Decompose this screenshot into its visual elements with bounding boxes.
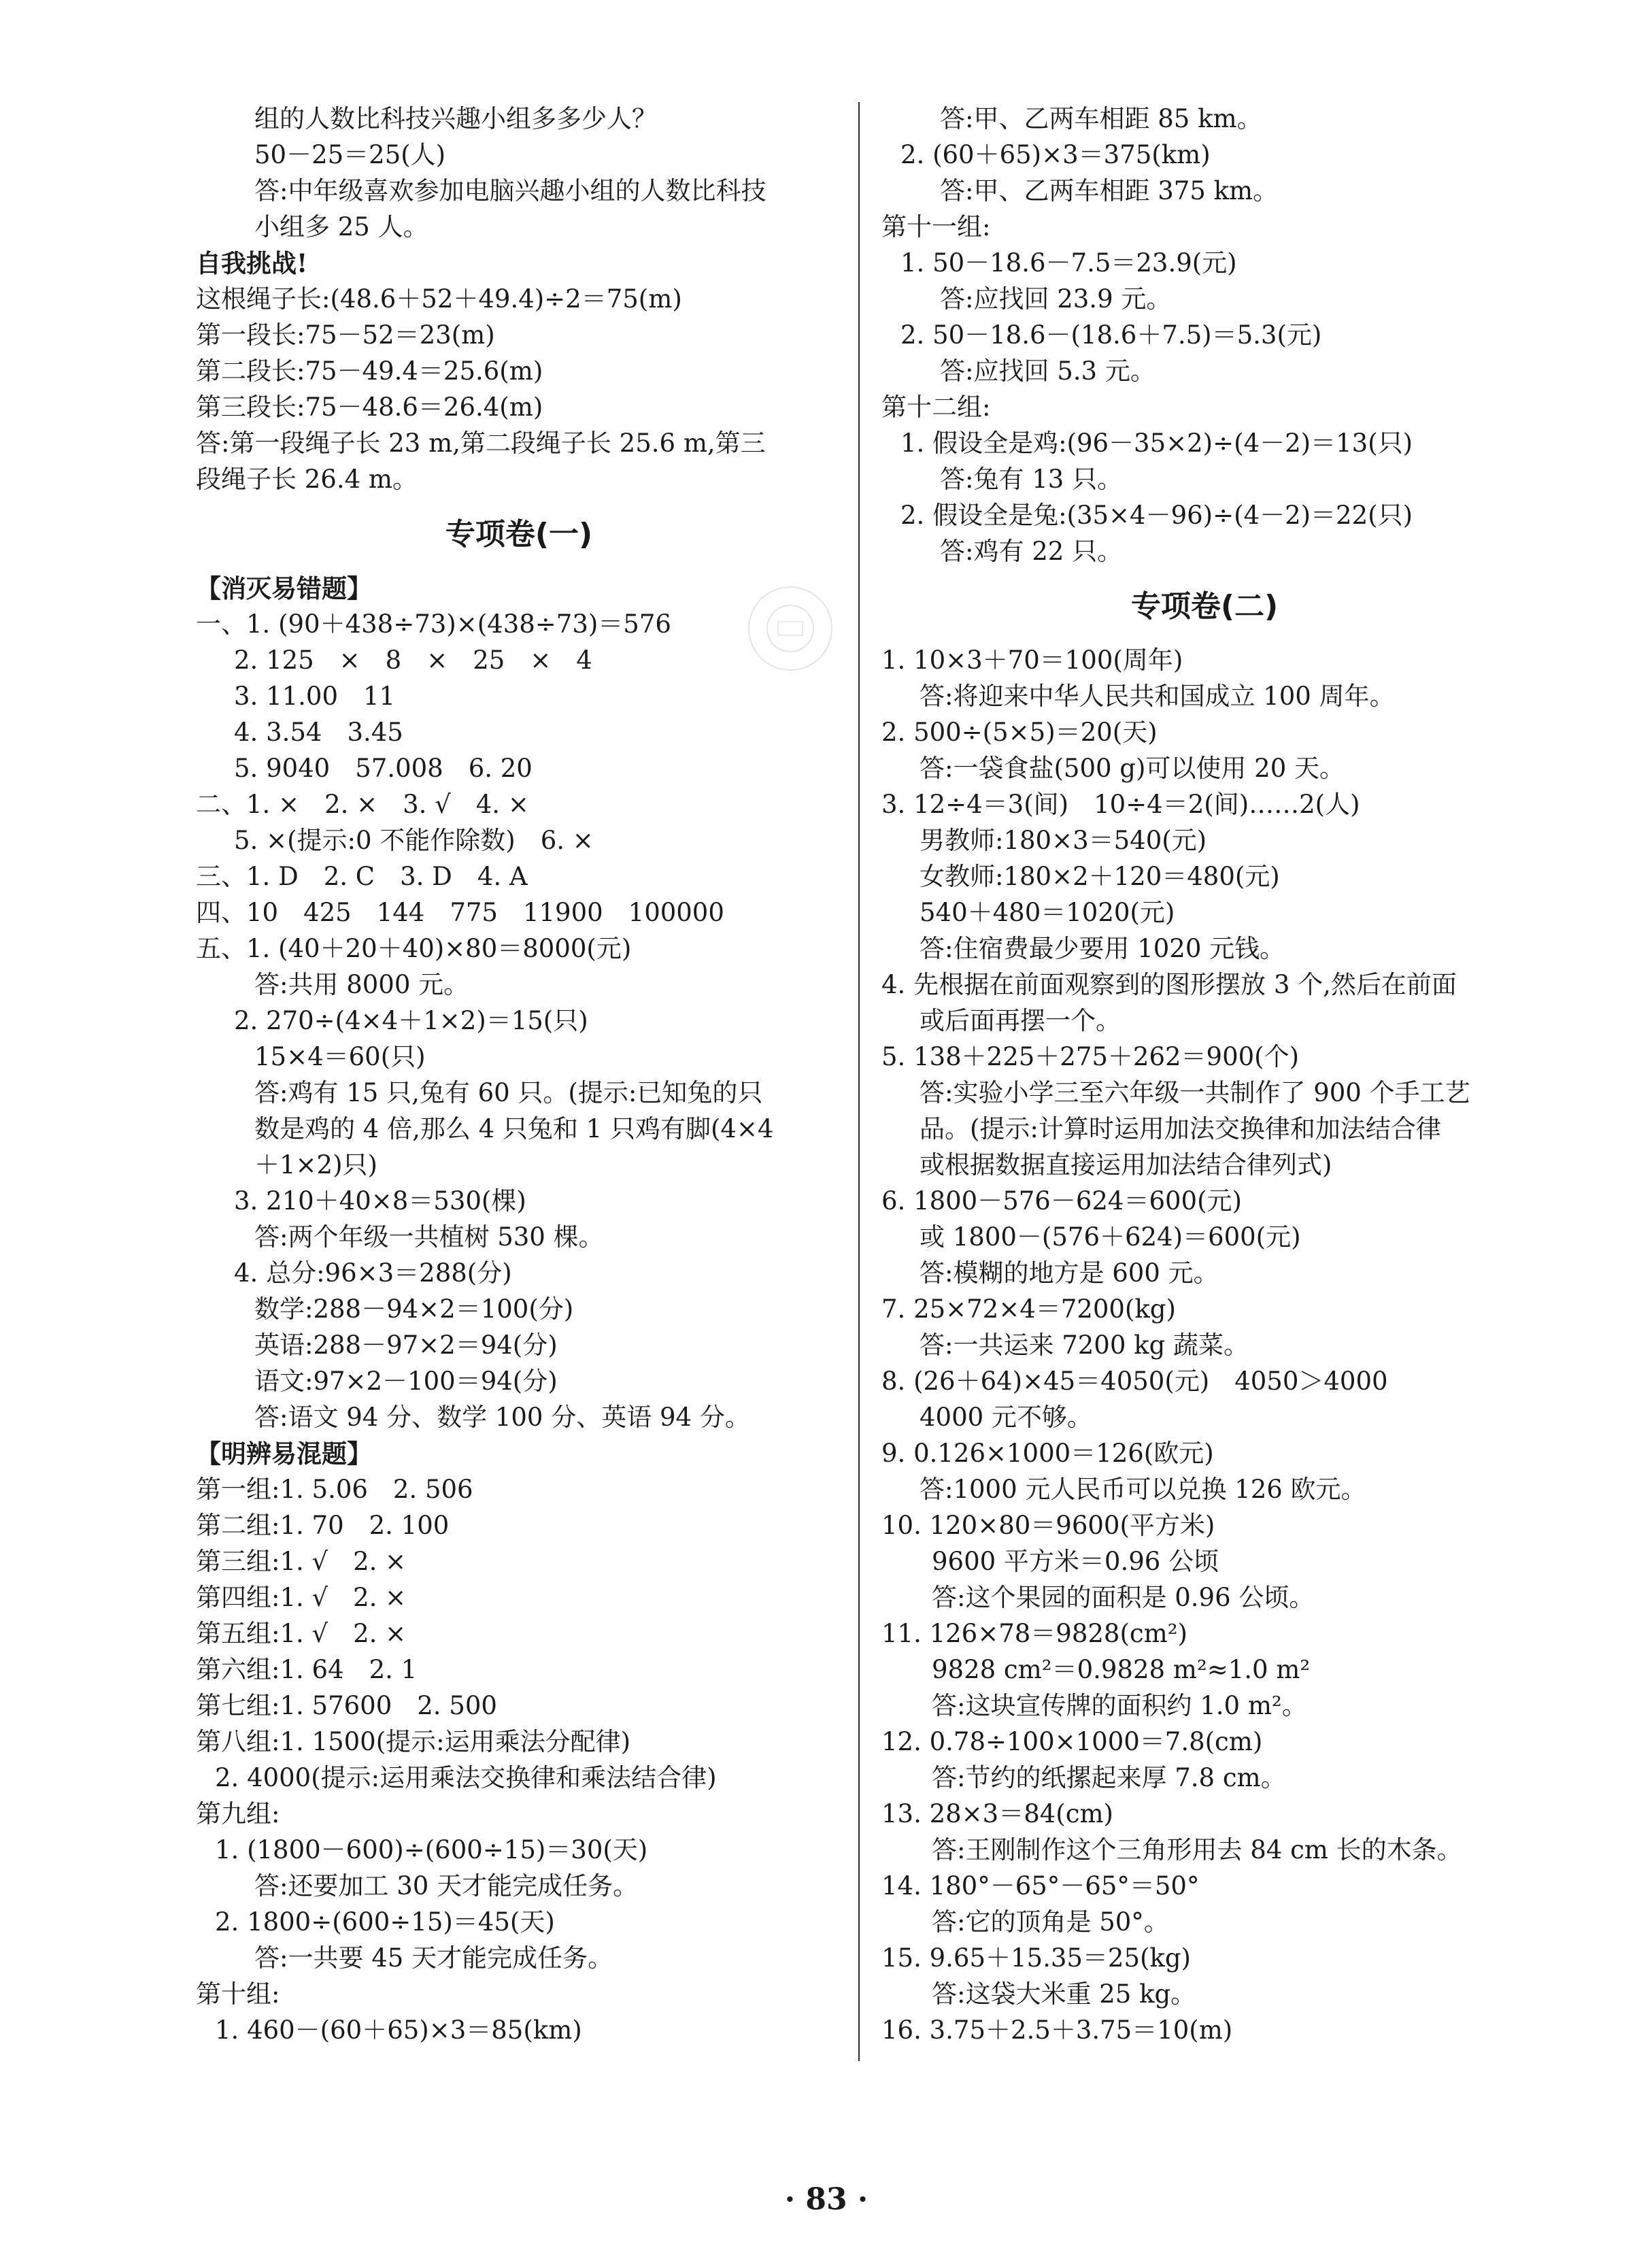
text-line: 5. ×(提示:0 不能作除数) 6. × <box>234 826 594 855</box>
section-title: 专项卷(二) <box>1130 589 1279 624</box>
text-line: 1. 50－18.6－7.5＝23.9(元) <box>900 248 1237 278</box>
text-line: 答:语文 94 分、数学 100 分、英语 94 分。 <box>254 1403 750 1432</box>
text-line: 答:1000 元人民币可以兑换 126 欧元。 <box>920 1475 1366 1504</box>
text-line: 答:它的顶角是 50°。 <box>932 1907 1169 1937</box>
text-line: 答:这个果园的面积是 0.96 公顷。 <box>932 1583 1315 1612</box>
text-line: 4. 3.54 3.45 <box>234 718 403 747</box>
text-line: 组的人数比科技兴趣小组多多少人？ <box>254 104 657 133</box>
text-line: 答:第一段绳子长 23 m,第二段绳子长 25.6 m,第三 <box>196 429 766 458</box>
text-line: 女教师:180×2＋120＝480(元) <box>920 862 1280 891</box>
text-line: 答:甲、乙两车相距 375 km。 <box>940 176 1279 205</box>
text-line: 小组多 25 人。 <box>254 212 428 241</box>
text-line: 14. 180°－65°－65°＝50° <box>881 1871 1200 1901</box>
text-line: 二、1. × 2. × 3. √ 4. × <box>196 790 529 819</box>
section-heading: 【明辨易混题】 <box>196 1439 372 1469</box>
text-line: 11. 126×78＝9828(cm²) <box>881 1619 1187 1648</box>
stamp-icon <box>748 586 832 671</box>
text-line: 第三组:1. √ 2. × <box>196 1547 407 1576</box>
text-line: 10. 120×80＝9600(平方米) <box>881 1511 1215 1540</box>
text-line: 答:实验小学三至六年级一共制作了 900 个手工艺 <box>920 1078 1470 1107</box>
text-line: 第七组:1. 57600 2. 500 <box>196 1691 497 1720</box>
text-line: 2. (60＋65)×3＝375(km) <box>900 140 1211 169</box>
text-line: 3. 12÷4＝3(间) 10÷4＝2(间)……2(人) <box>881 790 1360 819</box>
text-line: 第九组: <box>196 1799 280 1828</box>
text-line: 15×4＝60(只) <box>254 1042 426 1071</box>
text-line: 2. 1800÷(600÷15)＝45(天) <box>215 1907 555 1937</box>
text-line: 答:还要加工 30 天才能完成任务。 <box>254 1871 639 1901</box>
text-line: 6. 1800－576－624＝600(元) <box>881 1186 1242 1216</box>
text-line: 答:一共要 45 天才能完成任务。 <box>254 1943 613 1973</box>
text-line: 段绳子长 26.4 m。 <box>196 465 418 494</box>
text-line: 四、10 425 144 775 11900 100000 <box>196 898 724 927</box>
text-line: 9600 平方米＝0.96 公顷 <box>932 1547 1219 1576</box>
text-line: 15. 9.65＋15.35＝25(kg) <box>881 1943 1191 1973</box>
text-line: 第一组:1. 5.06 2. 506 <box>196 1475 473 1504</box>
text-line: 答:兔有 13 只。 <box>940 465 1123 494</box>
section-title: 专项卷(一) <box>445 517 593 552</box>
text-line: 8. (26＋64)×45＝4050(元) 4050＞4000 <box>881 1367 1388 1396</box>
text-line: 第八组:1. 1500(提示:运用乘法分配律) <box>196 1727 631 1756</box>
text-line: 2. 假设全是兔:(35×4－96)÷(4－2)＝22(只) <box>900 501 1413 530</box>
text-line: 语文:97×2－100＝94(分) <box>254 1367 558 1396</box>
text-line: 品。(提示:计算时运用加法交换律和加法结合律 <box>920 1114 1441 1143</box>
text-line: 第十一组: <box>881 212 991 241</box>
text-line: 3. 11.00 11 <box>234 682 396 711</box>
text-line: 答:这袋大米重 25 kg。 <box>932 1979 1196 2009</box>
text-line: 数学:288－94×2＝100(分) <box>254 1294 574 1324</box>
text-line: 2. 500÷(5×5)＝20(天) <box>881 718 1158 747</box>
text-line: 数是鸡的 4 倍,那么 4 只兔和 1 只鸡有脚(4×4 <box>254 1114 774 1143</box>
text-line: 第十二组: <box>881 392 991 422</box>
text-line: 这根绳子长:(48.6＋52＋49.4)÷2＝75(m) <box>196 284 682 314</box>
text-line: 2. 270÷(4×4＋1×2)＝15(只) <box>234 1006 588 1035</box>
text-line: 第二段长:75－49.4＝25.6(m) <box>196 356 543 386</box>
text-line: 答:住宿费最少要用 1020 元钱。 <box>920 934 1285 963</box>
text-line: 9828 cm²＝0.9828 m²≈1.0 m² <box>932 1655 1311 1684</box>
text-line: 答:中年级喜欢参加电脑兴趣小组的人数比科技 <box>254 176 766 205</box>
text-line: 16. 3.75＋2.5＋3.75＝10(m) <box>881 2015 1233 2045</box>
column-divider <box>858 102 860 2061</box>
text-line: 英语:288－97×2＝94(分) <box>254 1331 558 1360</box>
text-line: 13. 28×3＝84(cm) <box>881 1799 1113 1828</box>
text-line: 4000 元不够。 <box>920 1403 1092 1432</box>
text-line: 9. 0.126×1000＝126(欧元) <box>881 1439 1214 1468</box>
text-line: 答:节约的纸摞起来厚 7.8 cm。 <box>932 1763 1286 1792</box>
text-line: 1. 460－(60＋65)×3＝85(km) <box>215 2015 582 2045</box>
text-line: 答:一袋食盐(500 g)可以使用 20 天。 <box>920 754 1345 783</box>
text-line: 50－25＝25(人) <box>254 140 446 169</box>
text-line: 2. 50－18.6－(18.6＋7.5)＝5.3(元) <box>900 320 1322 350</box>
text-line: 第一段长:75－52＝23(m) <box>196 320 495 350</box>
text-line: 答:两个年级一共植树 530 棵。 <box>254 1222 604 1252</box>
text-line: 一、1. (90＋438÷73)×(438÷73)＝576 <box>196 609 671 639</box>
text-line: 第二组:1. 70 2. 100 <box>196 1511 450 1540</box>
text-line: 第三段长:75－48.6＝26.4(m) <box>196 392 543 422</box>
text-line: 5. 9040 57.008 6. 20 <box>234 754 533 783</box>
text-line: ＋1×2)只) <box>254 1150 377 1179</box>
text-line: 第四组:1. √ 2. × <box>196 1583 407 1612</box>
text-line: 答:这块宣传牌的面积约 1.0 m²。 <box>932 1691 1307 1720</box>
text-line: 答:将迎来中华人民共和国成立 100 周年。 <box>920 682 1395 711</box>
text-line: 男教师:180×3＝540(元) <box>920 826 1207 855</box>
text-line: 答:一共运来 7200 kg 蔬菜。 <box>920 1331 1249 1360</box>
section-heading: 自我挑战! <box>196 248 308 278</box>
text-line: 第十组: <box>196 1979 280 2009</box>
text-line: 5. 138＋225＋275＋262＝900(个) <box>881 1042 1300 1071</box>
text-line: 7. 25×72×4＝7200(kg) <box>881 1294 1176 1324</box>
section-heading: 【消灭易错题】 <box>196 573 372 603</box>
text-line: 答:王刚制作这个三角形用去 84 cm 长的木条。 <box>932 1835 1462 1864</box>
text-line: 答:鸡有 22 只。 <box>940 537 1123 566</box>
text-line: 4. 总分:96×3＝288(分) <box>234 1258 512 1288</box>
text-line: 答:共用 8000 元。 <box>254 970 469 999</box>
text-line: 12. 0.78÷100×1000＝7.8(cm) <box>881 1727 1263 1756</box>
text-line: 1. 假设全是鸡:(96－35×2)÷(4－2)＝13(只) <box>900 429 1413 458</box>
text-line: 或后面再摆一个。 <box>920 1006 1121 1035</box>
text-line: 答:鸡有 15 只,兔有 60 只。(提示:已知兔的只 <box>254 1078 763 1107</box>
text-line: 第六组:1. 64 2. 1 <box>196 1655 418 1684</box>
text-line: 4. 先根据在前面观察到的图形摆放 3 个,然后在前面 <box>881 970 1457 999</box>
text-line: 1. 10×3＋70＝100(周年) <box>881 646 1183 675</box>
text-line: 或根据数据直接运用加法结合律列式) <box>920 1150 1332 1179</box>
text-line: 答:甲、乙两车相距 85 km。 <box>940 104 1262 133</box>
text-line: 第五组:1. √ 2. × <box>196 1619 407 1648</box>
text-line: 三、1. D 2. C 3. D 4. A <box>196 862 528 891</box>
text-line: 五、1. (40＋20＋40)×80＝8000(元) <box>196 934 632 963</box>
text-line: 或 1800－(576＋624)＝600(元) <box>920 1222 1301 1252</box>
page-number: · 83 · <box>784 2182 869 2217</box>
text-line: 3. 210＋40×8＝530(棵) <box>234 1186 526 1216</box>
text-line: 2. 125 × 8 × 25 × 4 <box>234 646 592 675</box>
text-line: 答:应找回 23.9 元。 <box>940 284 1172 314</box>
text-line: 答:应找回 5.3 元。 <box>940 356 1156 386</box>
text-line: 2. 4000(提示:运用乘法交换律和乘法结合律) <box>215 1763 717 1792</box>
text-line: 540＋480＝1020(元) <box>920 898 1175 927</box>
text-line: 答:模糊的地方是 600 元。 <box>920 1258 1219 1288</box>
text-line: 1. (1800－600)÷(600÷15)＝30(天) <box>215 1835 648 1864</box>
